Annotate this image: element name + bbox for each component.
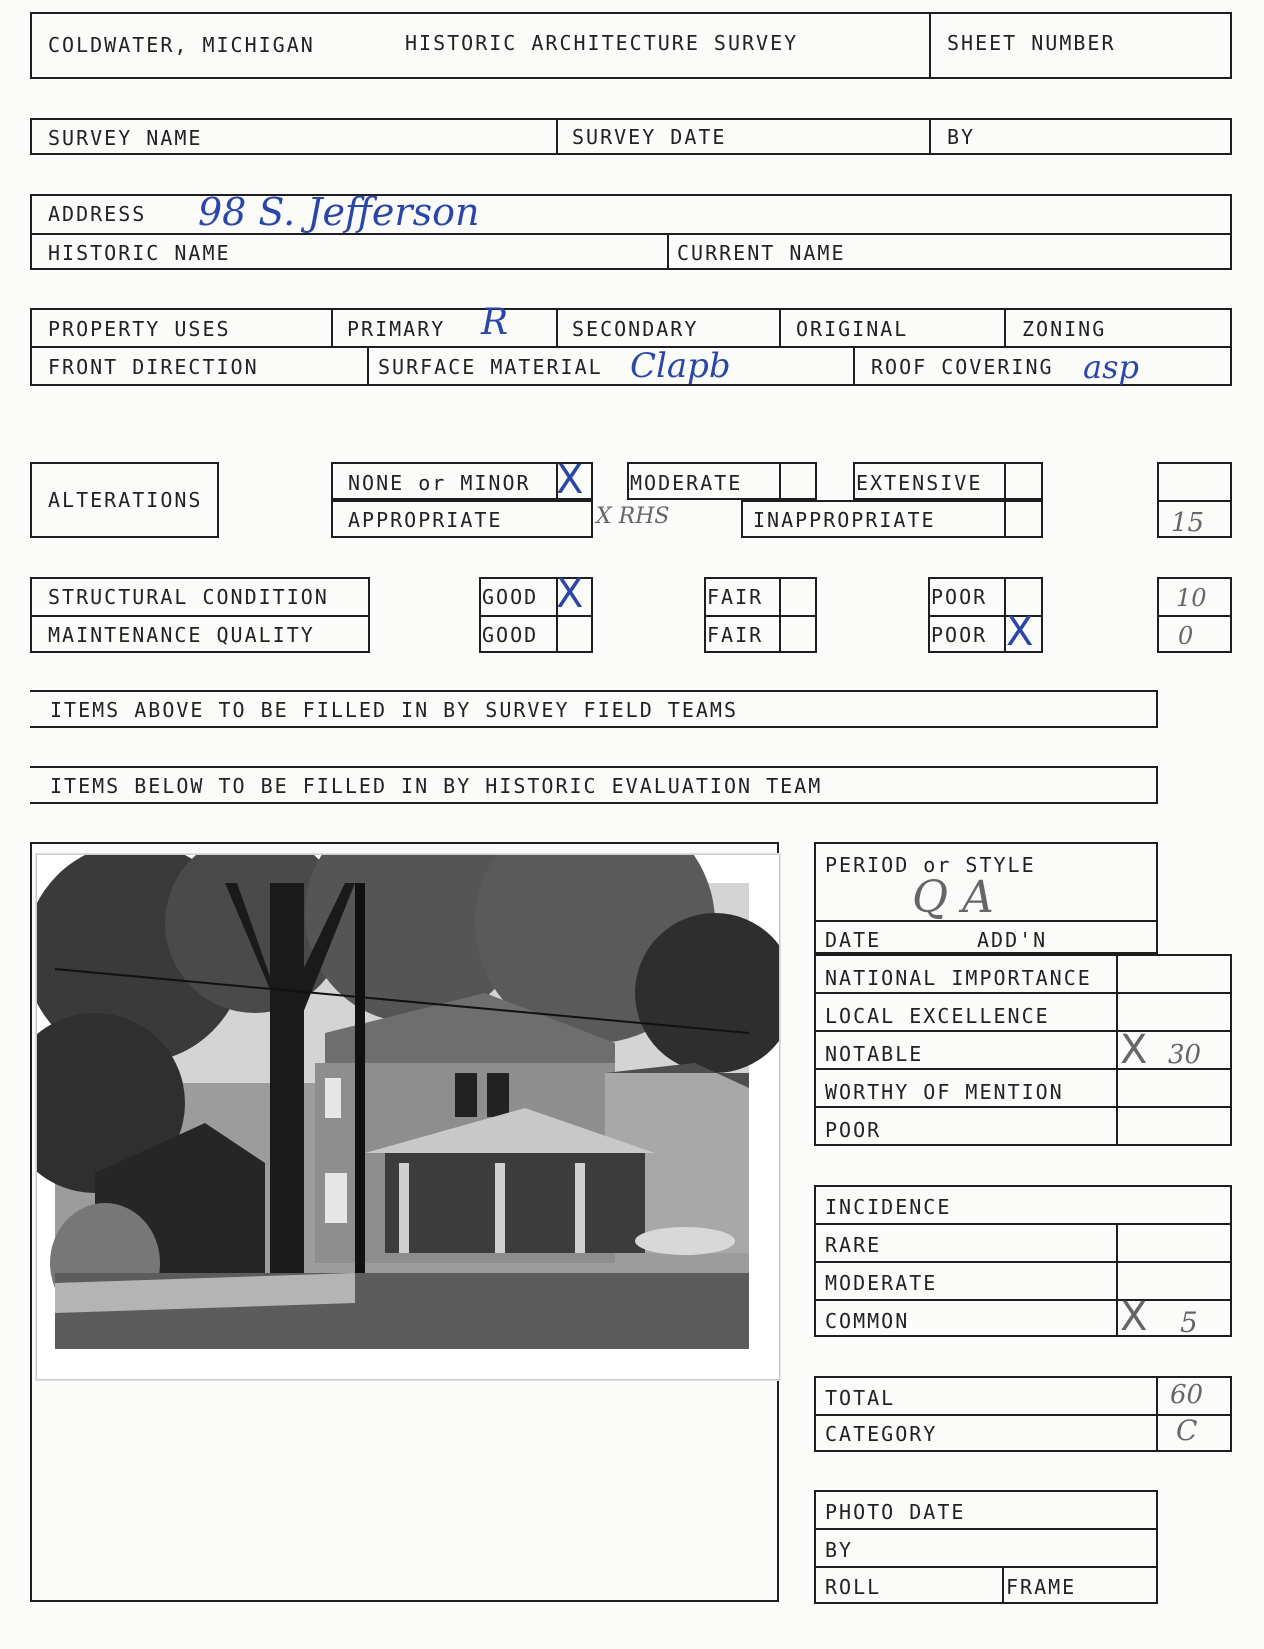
city-label: COLDWATER, MICHIGAN <box>48 33 315 57</box>
moderate-check-divider <box>779 462 781 500</box>
historic-name-label: HISTORIC NAME <box>48 241 231 265</box>
good-label-structural: GOOD <box>482 585 539 609</box>
appropriate-label: APPROPRIATE <box>348 508 503 532</box>
extensive-label: EXTENSIVE <box>856 471 983 495</box>
notable-score: 30 <box>1168 1040 1202 1070</box>
current-name-label: CURRENT NAME <box>677 241 846 265</box>
incidence-label: INCIDENCE <box>825 1195 952 1219</box>
field-teams-notice: ITEMS ABOVE TO BE FILLED IN BY SURVEY FIELD TEAMS <box>50 698 739 722</box>
inappropriate-check-divider <box>1004 500 1006 538</box>
incidence-divider-1 <box>814 1223 1232 1225</box>
evaluation-team-notice: ITEMS BELOW TO BE FILLED IN BY HISTORIC EVALUATION TEAM <box>50 774 823 798</box>
alterations-score-divider <box>1157 500 1232 502</box>
survey-by-label: BY <box>947 125 976 149</box>
building-photo <box>36 854 780 1380</box>
fair-label-maintenance: FAIR <box>707 623 764 647</box>
roof-covering-value: asp <box>1083 348 1139 386</box>
address-value: 98 S. Jefferson <box>198 190 480 234</box>
frame-label: FRAME <box>1006 1575 1077 1599</box>
common-mark: X <box>1120 1294 1148 1340</box>
notable-label: NOTABLE <box>825 1042 924 1066</box>
moderate-label: MODERATE <box>630 471 743 495</box>
importance-divider-1 <box>814 992 1232 994</box>
address-label: ADDRESS <box>48 202 147 226</box>
primary-value: R <box>481 302 509 343</box>
photo-by-label: BY <box>825 1538 854 1562</box>
fair-check-divider <box>779 577 781 653</box>
notable-mark: X <box>1120 1027 1148 1073</box>
total-value-divider <box>1156 1376 1158 1452</box>
poor-label-structural: POOR <box>931 585 988 609</box>
roof-covering-label: ROOF COVERING <box>871 355 1054 379</box>
maintenance-quality-label: MAINTENANCE QUALITY <box>48 623 315 647</box>
roll-frame-divider <box>1002 1566 1004 1604</box>
condition-label-divider <box>30 615 370 617</box>
addn-label: ADD'N <box>977 928 1048 952</box>
none-minor-mark: X <box>556 457 584 503</box>
moderate-incidence-label: MODERATE <box>825 1271 938 1295</box>
zoning-label: ZONING <box>1022 317 1107 341</box>
common-score: 5 <box>1180 1306 1198 1339</box>
photo-info-divider-2 <box>814 1566 1158 1568</box>
incidence-divider-3 <box>814 1299 1232 1301</box>
importance-divider-2 <box>814 1030 1232 1032</box>
maintenance-score: 0 <box>1178 622 1194 650</box>
property-divider-1 <box>331 308 333 346</box>
date-label: DATE <box>825 928 882 952</box>
maintenance-poor-mark: X <box>1006 609 1034 655</box>
importance-divider-4 <box>814 1106 1232 1108</box>
survey-divider-1 <box>556 118 558 155</box>
alterations-score: 15 <box>1171 508 1205 538</box>
roll-label: ROLL <box>825 1575 882 1599</box>
form-title: HISTORIC ARCHITECTURE SURVEY <box>405 31 799 55</box>
period-style-value: Q A <box>912 872 994 923</box>
property-divider-2 <box>556 308 558 346</box>
structural-good-mark: X <box>556 571 584 617</box>
survey-divider-2 <box>929 118 931 155</box>
period-style-label: PERIOD or STYLE <box>825 853 1036 877</box>
house-photo-image <box>37 855 779 1379</box>
address-name-divider <box>667 233 669 270</box>
common-label: COMMON <box>825 1309 910 1333</box>
importance-check-divider <box>1116 954 1118 1146</box>
secondary-label: SECONDARY <box>572 317 699 341</box>
property-divider-4 <box>1004 308 1006 346</box>
photo-date-label: PHOTO DATE <box>825 1500 966 1524</box>
property-divider-5 <box>367 346 369 386</box>
local-excellence-label: LOCAL EXCELLENCE <box>825 1004 1050 1028</box>
survey-date-label: SURVEY DATE <box>572 125 727 149</box>
poor-importance-label: POOR <box>825 1118 882 1142</box>
category-value: C <box>1176 1414 1198 1447</box>
sheet-number-label: SHEET NUMBER <box>947 31 1116 55</box>
surface-material-value: Clapb <box>630 346 731 386</box>
survey-name-label: SURVEY NAME <box>48 126 203 150</box>
national-importance-label: NATIONAL IMPORTANCE <box>825 966 1092 990</box>
category-label: CATEGORY <box>825 1422 938 1446</box>
fair-label-structural: FAIR <box>707 585 764 609</box>
fair-divider <box>704 615 817 617</box>
primary-label: PRIMARY <box>347 317 446 341</box>
total-label: TOTAL <box>825 1386 896 1410</box>
structural-score: 10 <box>1176 584 1207 612</box>
front-direction-label: FRONT DIRECTION <box>48 355 259 379</box>
incidence-divider-2 <box>814 1261 1232 1263</box>
header-divider <box>929 12 931 79</box>
property-divider-6 <box>853 346 855 386</box>
structural-condition-label: STRUCTURAL CONDITION <box>48 585 329 609</box>
condition-score-divider <box>1157 615 1232 617</box>
property-divider-3 <box>779 308 781 346</box>
good-label-maintenance: GOOD <box>482 623 539 647</box>
surface-material-label: SURFACE MATERIAL <box>378 355 603 379</box>
none-minor-label: NONE or MINOR <box>348 471 531 495</box>
worthy-of-mention-label: WORTHY OF MENTION <box>825 1080 1064 1104</box>
total-divider <box>814 1414 1232 1416</box>
photo-info-divider-1 <box>814 1528 1158 1530</box>
extensive-check-divider <box>1004 462 1006 500</box>
original-label: ORIGINAL <box>796 317 909 341</box>
appropriate-note: X RHS <box>596 504 670 529</box>
rare-label: RARE <box>825 1233 882 1257</box>
total-value: 60 <box>1170 1380 1204 1410</box>
alterations-label: ALTERATIONS <box>48 488 203 512</box>
incidence-check-divider <box>1116 1223 1118 1337</box>
inappropriate-label: INAPPROPRIATE <box>753 508 936 532</box>
property-uses-label: PROPERTY USES <box>48 317 231 341</box>
poor-label-maintenance: POOR <box>931 623 988 647</box>
